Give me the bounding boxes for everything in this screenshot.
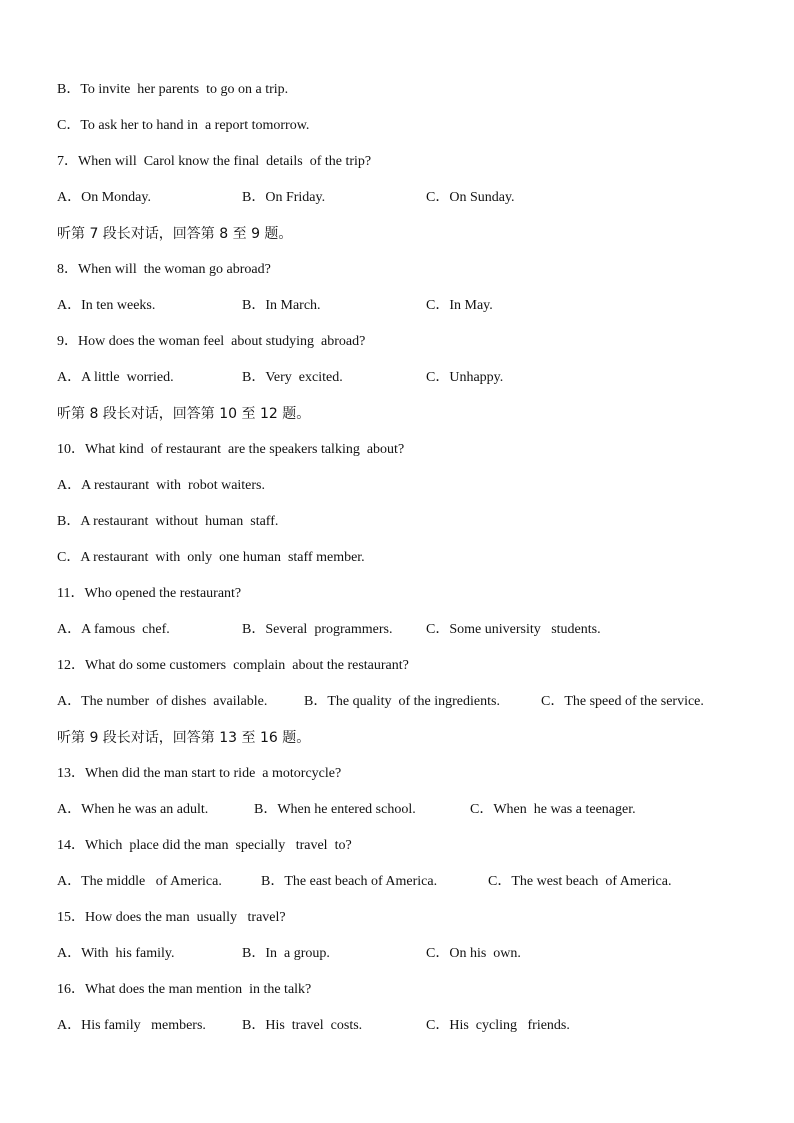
option-15a: A．With his family. <box>57 946 175 961</box>
question-8: 8．When will the woman go abroad? <box>57 262 271 277</box>
option-7c: C．On Sunday. <box>426 190 515 205</box>
option-15b: B．In a group. <box>242 946 330 961</box>
option-14b: B．The east beach of America. <box>261 874 438 889</box>
option-9b: B．Very excited. <box>242 370 343 385</box>
option-10a: A．A restaurant with robot waiters. <box>57 478 266 493</box>
option-13a: A．When he was an adult. <box>57 802 209 817</box>
option-11b: B．Several programmers. <box>242 622 393 637</box>
option-11c: C．Some university students. <box>426 622 601 637</box>
option-14c: C．The west beach of America. <box>488 874 672 889</box>
option-16c: C．His cycling friends. <box>426 1018 570 1033</box>
question-12: 12．What do some customers complain about the restaurant? <box>57 658 409 673</box>
section-heading-8: 听第 8 段长对话，回答第 10 至 12 题。 <box>57 406 311 422</box>
option-6c: C．To ask her to hand in a report tomorrow. <box>57 118 310 133</box>
option-8b: B．In March. <box>242 298 321 313</box>
question-7: 7．When will Carol know the final details of the trip? <box>57 154 372 169</box>
option-8a: A．In ten weeks. <box>57 298 156 313</box>
option-16a: A．His family members. <box>57 1018 206 1033</box>
option-14a: A．The middle of America. <box>57 874 222 889</box>
option-7a: A．On Monday. <box>57 190 151 205</box>
option-12a: A．The number of dishes available. <box>57 694 268 709</box>
option-11a: A．A famous chef. <box>57 622 170 637</box>
option-7b: B．On Friday. <box>242 190 326 205</box>
option-8c: C．In May. <box>426 298 493 313</box>
option-13b: B．When he entered school. <box>254 802 416 817</box>
section-heading-7: 听第 7 段长对话，回答第 8 至 9 题。 <box>57 226 293 242</box>
question-14: 14．Which place did the man specially travel to? <box>57 838 352 853</box>
question-11: 11．Who opened the restaurant? <box>57 586 242 601</box>
question-9: 9．How does the woman feel about studying abroad? <box>57 334 366 349</box>
option-10b: B．A restaurant without human staff. <box>57 514 279 529</box>
option-9a: A．A little worried. <box>57 370 174 385</box>
option-15c: C．On his own. <box>426 946 521 961</box>
question-10: 10．What kind of restaurant are the speakers talking about? <box>57 442 405 457</box>
option-16b: B．His travel costs. <box>242 1018 363 1033</box>
option-13c: C．When he was a teenager. <box>470 802 636 817</box>
option-6b: B．To invite her parents to go on a trip. <box>57 82 289 97</box>
question-13: 13．When did the man start to ride a motorcycle? <box>57 766 342 781</box>
option-10c: C．A restaurant with only one human staff member. <box>57 550 365 565</box>
question-15: 15．How does the man usually travel? <box>57 910 286 925</box>
option-9c: C．Unhappy. <box>426 370 504 385</box>
option-12c: C．The speed of the service. <box>541 694 704 709</box>
question-16: 16．What does the man mention in the talk? <box>57 982 312 997</box>
section-heading-9: 听第 9 段长对话，回答第 13 至 16 题。 <box>57 730 311 746</box>
option-12b: B．The quality of the ingredients. <box>304 694 500 709</box>
